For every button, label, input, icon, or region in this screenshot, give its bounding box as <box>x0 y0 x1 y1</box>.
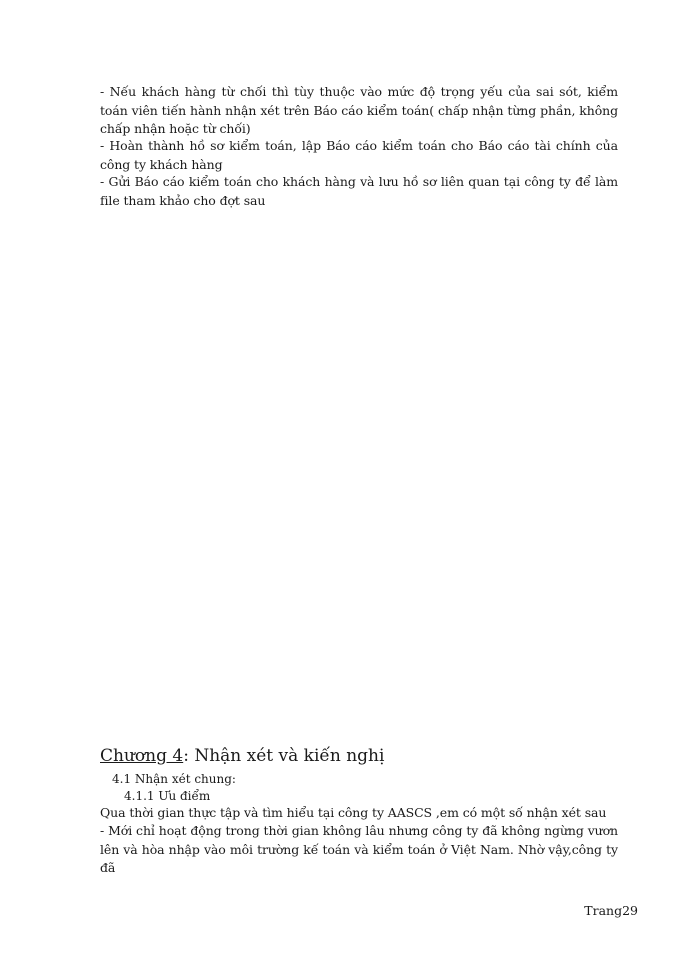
paragraph-customer-refusal: - Nếu khách hàng từ chối thì tùy thuộc vào mức độ trọng yếu của sai sót, kiểm toán viên tiến hành nhận xét trên Báo cáo kiểm toán( chấp nhận từng phần, không chấp nhận hoặc từ chối) <box>100 84 618 136</box>
paragraph-intro-remarks: Qua thời gian thực tập và tìm hiểu tại công ty AASCS ,em có một số nhận xét sau <box>100 805 607 820</box>
section-heading: 4.1 Nhận xét chung: <box>112 772 236 786</box>
paragraph-company-growth: - Mới chỉ hoạt động trong thời gian không lâu nhưng công ty đã không ngừng vươn lên và hòa nhập vào môi trường kế toán và kiểm toán ở Việt Nam. Nhờ vậy,công ty đã <box>100 823 618 875</box>
subsection-heading: 4.1.1 Ưu điểm <box>124 789 211 803</box>
chapter-number: Chương 4 <box>100 746 184 766</box>
chapter-title <box>100 745 384 767</box>
paragraph-send-audit-report: - Gửi Báo cáo kiểm toán cho khách hàng và lưu hồ sơ liên quan tại công ty để làm file tham khảo cho đợt sau <box>100 174 618 208</box>
chapter-title-text: Nhận xét và kiến nghị <box>188 746 385 766</box>
paragraph-complete-audit-file: - Hoàn thành hồ sơ kiểm toán, lập Báo cáo kiểm toán cho Báo cáo tài chính của công ty khách hàng <box>100 138 618 172</box>
page-number: Trang29 <box>584 903 638 918</box>
chapter-separator: : <box>183 746 189 766</box>
